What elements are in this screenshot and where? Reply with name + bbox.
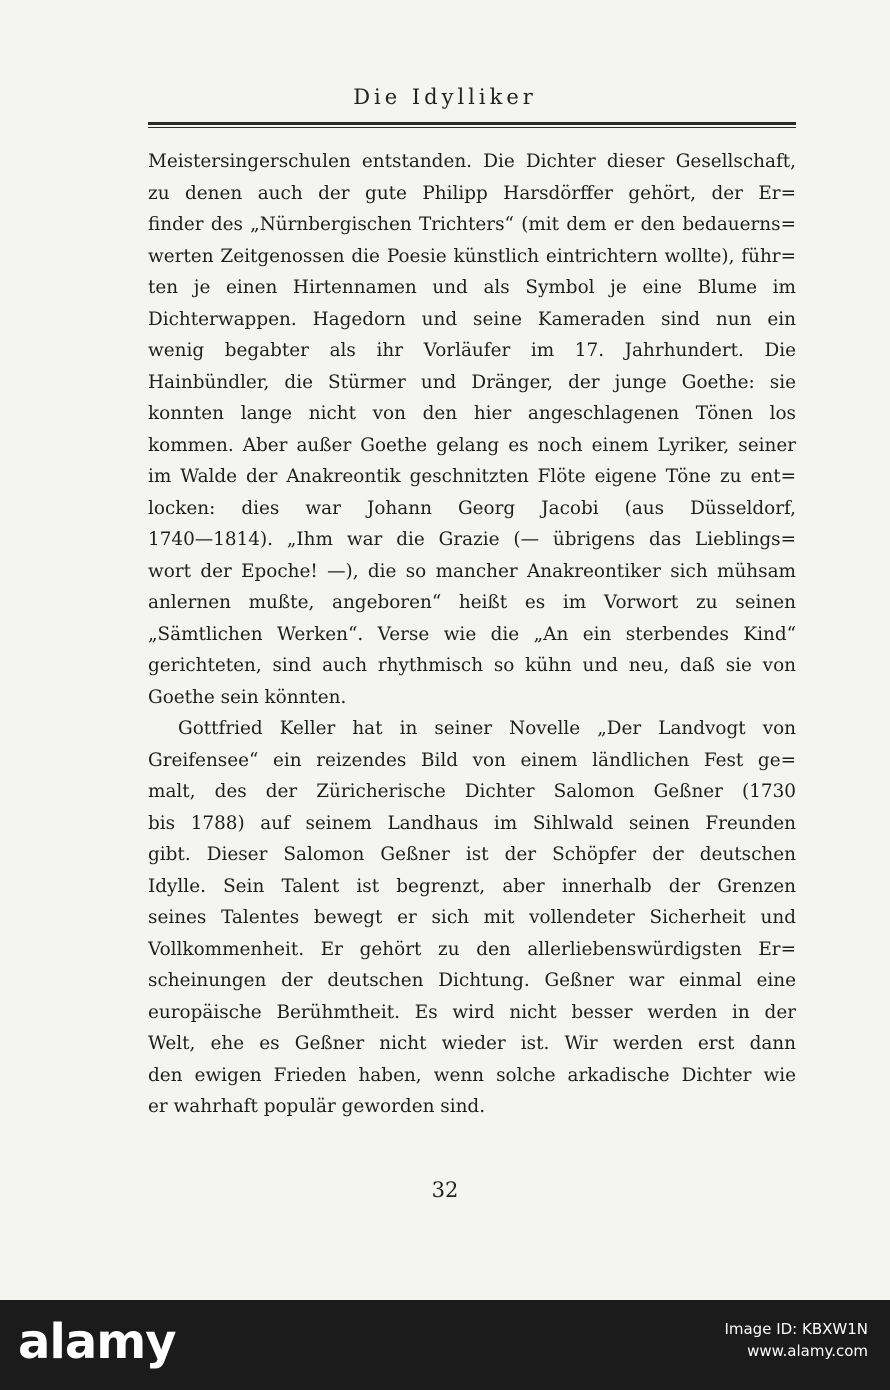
text-line: bis 1788) auf seinem Landhaus im Sihlwald seinen Freunden xyxy=(148,812,796,834)
text-line: seines Talentes bewegt er sich mit vollendeter Sicherheit und xyxy=(148,907,796,928)
text-line: kommen. Aber außer Goethe gelang es noch einem Lyriker, seiner xyxy=(148,434,796,456)
text-line: anlernen mußte, angeboren“ heißt es im Vorwort zu seinen xyxy=(148,592,796,613)
footer-info xyxy=(724,1318,868,1362)
paragraph-2 xyxy=(148,713,796,1123)
text-line: im Walde der Anakreontik geschnitzten Flöte eigene Töne zu ent= xyxy=(148,466,796,487)
text-line: scheinungen der deutschen Dichtung. Geßner war einmal eine xyxy=(148,970,796,991)
text-line: werten Zeitgenossen die Poesie künstlich eintrichtern wollte), führ= xyxy=(148,245,796,267)
text-line: „Sämtlichen Werken“. Verse wie die „An ein sterbendes Kind“ xyxy=(148,623,796,645)
website-label: www.alamy.com xyxy=(747,1342,868,1360)
text-line: Welt, ehe es Geßner nicht wieder ist. Wir werden erst dann xyxy=(148,1033,796,1054)
text-line: malt, des der Züricherische Dichter Salomon Geßner (1730 xyxy=(148,781,796,802)
text-line: Greifensee“ ein reizendes Bild von einem ländlichen Fest ge= xyxy=(148,749,796,771)
text-line: ten je einen Hirtennamen und als Symbol je eine Blume im xyxy=(148,277,796,298)
text-line: europäische Berühmtheit. Es wird nicht besser werden in der xyxy=(148,1001,796,1023)
text-line: gibt. Dieser Salomon Geßner ist der Schöpfer der deutschen xyxy=(148,844,796,865)
text-line: locken: dies war Johann Georg Jacobi (aus Düsseldorf, xyxy=(148,497,796,519)
text-line: Idylle. Sein Talent ist begrenzt, aber innerhalb der Grenzen xyxy=(148,875,796,897)
text-line: Gottfried Keller hat in seiner Novelle „Der Landvogt von xyxy=(178,718,796,739)
text-line: Dichterwappen. Hagedorn und seine Kameraden sind nun ein xyxy=(148,308,796,330)
running-header-title: Die Idylliker xyxy=(353,85,537,109)
image-id-label: Image ID: KBXW1N xyxy=(724,1320,868,1338)
text-line: finder des „Nürnbergischen Trichters“ (mit dem er den bedauerns= xyxy=(148,214,796,235)
text-line: den ewigen Frieden haben, wenn solche arkadische Dichter wie xyxy=(148,1064,796,1086)
paragraph-1 xyxy=(148,146,796,713)
text-line: wort der Epoche! —), die so mancher Anakreontiker sich mühsam xyxy=(148,560,796,582)
text-line: Meistersingerschulen entstanden. Die Dichter dieser Gesellschaft, xyxy=(148,151,796,172)
page-number: 32 xyxy=(431,1178,459,1202)
text-line: wenig begabter als ihr Vorläufer im 17. Jahrhundert. Die xyxy=(148,340,796,361)
text-line: gerichteten, sind auch rhythmisch so kühn und neu, daß sie von xyxy=(148,655,796,676)
alamy-logo: alamy xyxy=(18,1314,176,1370)
text-line: er wahrhaft populär geworden sind. xyxy=(148,1096,486,1117)
text-line: 1740—1814). „Ihm war die Grazie (— übrigens das Lieblings= xyxy=(148,529,796,550)
text-line: Vollkommenheit. Er gehört zu den allerliebenswürdigsten Er= xyxy=(148,938,796,960)
text-line: konnten lange nicht von den hier angeschlagenen Tönen los xyxy=(148,403,796,424)
header-rule xyxy=(148,122,796,128)
text-line: Hainbündler, die Stürmer und Dränger, der junge Goethe: sie xyxy=(148,371,796,393)
body-text xyxy=(148,146,796,1123)
text-line: zu denen auch der gute Philipp Harsdörffer gehört, der Er= xyxy=(148,182,796,204)
text-line: Goethe sein könnten. xyxy=(148,686,347,708)
